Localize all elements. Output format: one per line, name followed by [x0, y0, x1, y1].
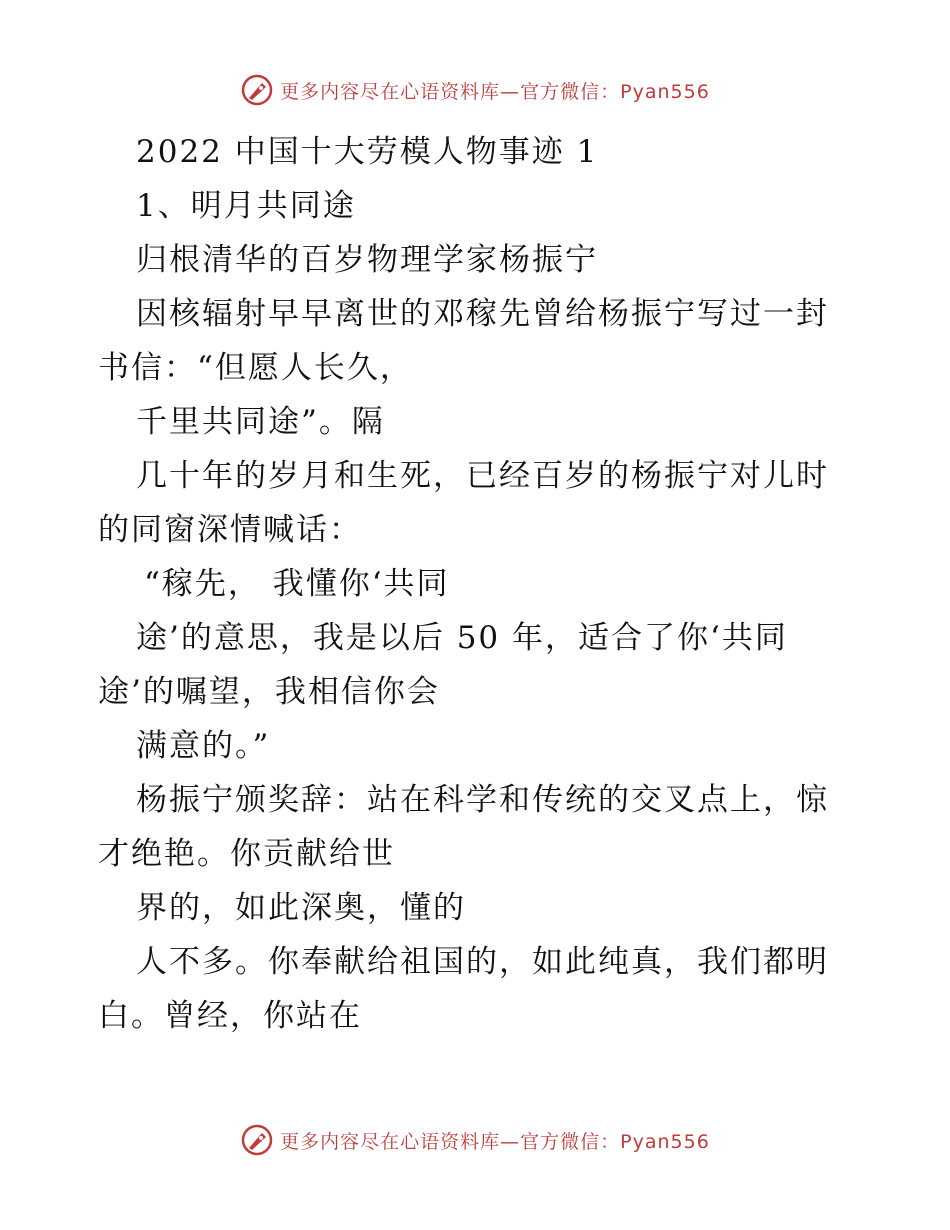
paragraph-line: 白。曾经，你站在	[98, 998, 362, 1034]
paragraph-line: 途’的意思，我是以后 50 年，适合了你‘共同	[136, 620, 788, 656]
document-body	[98, 125, 858, 1043]
paragraph-line: 归根清华的百岁物理学家杨振宁	[136, 242, 598, 278]
paragraph-line: 杨振宁颁奖辞：站在科学和传统的交叉点上，惊	[136, 782, 829, 818]
watermark-text: 更多内容尽在心语资料库—官方微信：Pyan556	[280, 1130, 710, 1153]
pen-nib-logo-icon	[240, 73, 274, 107]
paragraph-line: 的同窗深情喊话：	[98, 512, 362, 548]
paragraph-line: 人不多。你奉献给祖国的，如此纯真，我们都明	[136, 944, 829, 980]
doc-title: 2022 中国十大劳模人物事迹 1	[136, 134, 599, 170]
paragraph-line: 几十年的岁月和生死，已经百岁的杨振宁对儿时	[136, 458, 829, 494]
paragraph-line: 书信：“但愿人长久，	[98, 350, 413, 386]
header-watermark	[0, 70, 950, 110]
paragraph-line: 才绝艳。你贡献给世	[98, 836, 395, 872]
paragraph-line: 因核辐射早早离世的邓稼先曾给杨振宁写过一封	[136, 296, 829, 332]
paragraph-line: “稼先， 我懂你‘共同	[144, 566, 450, 602]
section-heading: 1、明月共同途	[136, 188, 356, 224]
paragraph-line: 途’的嘱望，我相信你会	[98, 674, 440, 710]
footer-watermark	[0, 1120, 950, 1160]
watermark-text: 更多内容尽在心语资料库—官方微信：Pyan556	[280, 80, 710, 103]
paragraph-line: 满意的。”	[136, 728, 271, 764]
pen-nib-logo-icon	[240, 1123, 274, 1157]
paragraph-line: 界的，如此深奥，懂的	[136, 890, 466, 926]
paragraph-line: 千里共同途”。隔	[136, 404, 385, 440]
